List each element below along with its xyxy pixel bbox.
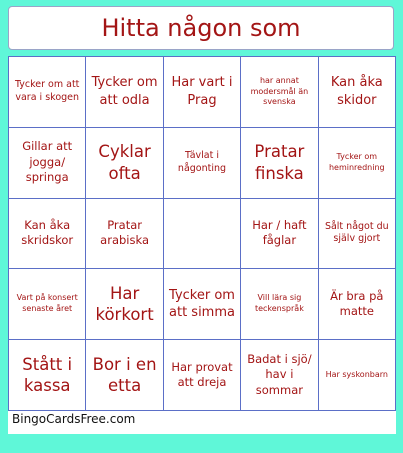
bingo-grid <box>8 56 396 411</box>
free-space-cell <box>164 199 241 270</box>
bingo-cell: Pratar arabiska <box>86 199 163 270</box>
bingo-cell: har annat modersmål än svenska <box>241 57 318 128</box>
bingo-cell: Är bra på matte <box>319 269 396 340</box>
bingo-cell: Gillar att jogga/ springa <box>9 128 86 199</box>
bingo-cell: Vart på konsert senaste året <box>9 269 86 340</box>
bingo-card <box>8 56 396 434</box>
bingo-cell: Kan åka skidor <box>319 57 396 128</box>
bingo-cell: Kan åka skridskor <box>9 199 86 270</box>
bingo-cell: Tycker om att simma <box>164 269 241 340</box>
bingo-cell: Cyklar ofta <box>86 128 163 199</box>
bingo-cell: Tycker om att vara i skogen <box>9 57 86 128</box>
bingo-cell: Stått i kassa <box>9 340 86 411</box>
bingo-cell: Sålt något du själv gjort <box>319 199 396 270</box>
bingo-cell: Har syskonbarn <box>319 340 396 411</box>
footer-credit: BingoCardsFree.com <box>12 412 136 426</box>
bingo-cell: Tycker om att odla <box>86 57 163 128</box>
bingo-cell: Har körkort <box>86 269 163 340</box>
bingo-cell: Tycker om heminredning <box>319 128 396 199</box>
bingo-cell: Har provat att dreja <box>164 340 241 411</box>
bingo-cell: Har vart i Prag <box>164 57 241 128</box>
bingo-cell: Bor i en etta <box>86 340 163 411</box>
bingo-cell: Tävlat i någonting <box>164 128 241 199</box>
card-title-box <box>8 6 394 50</box>
bingo-cell: Badat i sjö/ hav i sommar <box>241 340 318 411</box>
bingo-cell: Vill lära sig teckenspråk <box>241 269 318 340</box>
bingo-cell: Pratar finska <box>241 128 318 199</box>
card-title: Hitta någon som <box>101 14 301 42</box>
bingo-cell: Har / haft fåglar <box>241 199 318 270</box>
